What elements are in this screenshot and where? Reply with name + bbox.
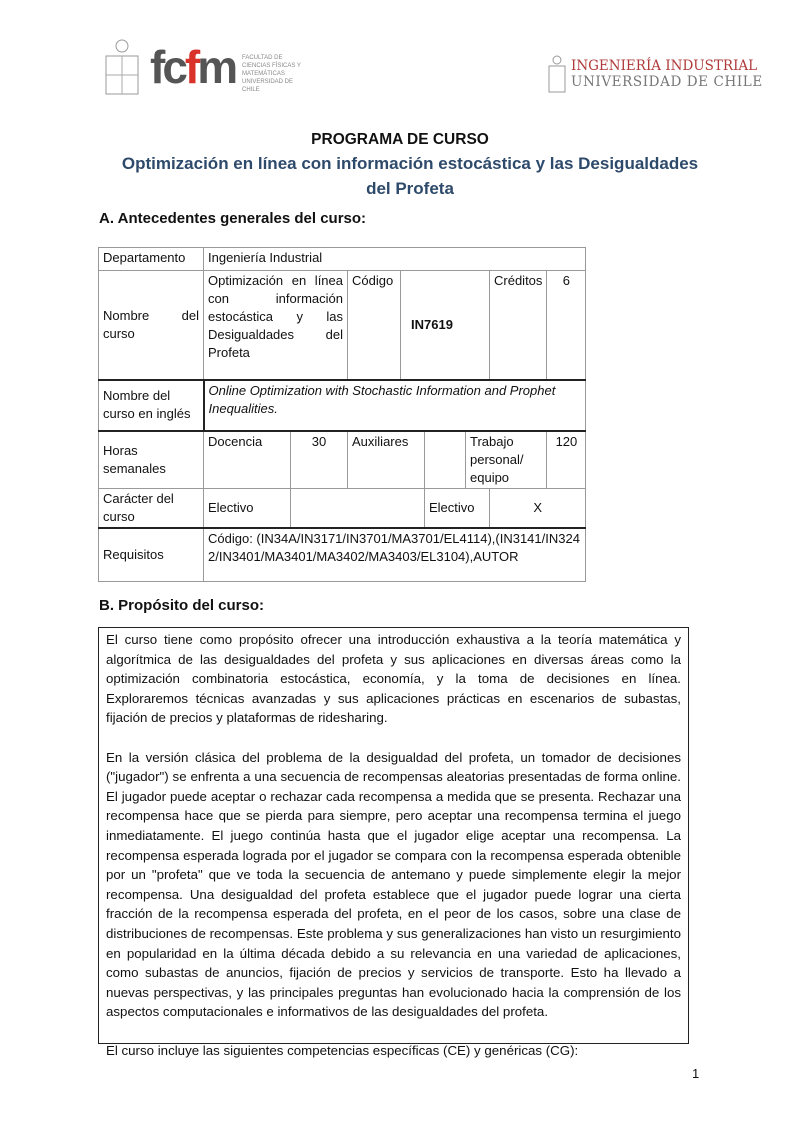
purpose-paragraph: El curso incluye las siguientes competencias específicas (CE) y genéricas (CG): — [106, 1043, 579, 1059]
course-title: Optimización en línea con información estocástica y las Desigualdades del Profeta — [121, 154, 699, 198]
university-crest-icon — [100, 36, 144, 96]
section-b-heading: B. Propósito del curso: — [99, 597, 265, 614]
ingenieria-industrial-logo: INGENIERÍA INDUSTRIAL UNIVERSIDAD DE CHILE — [547, 54, 737, 94]
purpose-paragraph: En la versión clásica del problema de la desigualdad del profeta, un tomador de decisiones ("jugador") se enfrenta a una secuencia de recompensas aleatorias presentadas de forma online. El jugador puede aceptar o rechazar cada recompensa a medida que se presenta. Rechazar una recompensa hace que se pierda para siempre, pero aceptar una recompensa termina el juego inmediatamente. El juego continúa hasta que el jugador elige aceptar una recompensa. La recompensa esperada lograda por el jugador se compara con la recompensa esperada obtenible por un "profeta" que ve toda la secuencia de antemano y puede simplemente elegir la mejor recompensa. Una desigualdad del profeta establece que el jugador puede lograr una cierta fracción de la recompensa esperada del profeta, en el peor de los casos, sobre una clase de distribuciones de recompensas. Este problema y sus generalizaciones han visto un resurgimiento en popularidad en la última década debido a su relevancia en una variedad de aplicaciones, como subastas de anuncios, fijación de precios y servicios de transporte. Esto ha llevado a nuevas perspectivas, y las principales preguntas han evolucionado hacia la comprensión de los aspectos computacionales e informativos de las desigualdades del profeta. — [106, 749, 681, 1020]
course-info-table: Departamento Ingeniería Industrial Nombre del curso Optimización en línea con información estocástica y las Desigualdades del Profeta Código IN7619 Créditos 6 Nombre del curso en inglés Online Optimization with Stochastic Information and Prophet Inequalities. Horas semanales Docencia 30 Auxiliares Trabajo personal/ equipo 120 Carácter del curso Electivo Electivo X Requisitos Código: (IN34A/IN3171/IN3701/MA3701/EL4114),(IN3141/IN3242/IN3401/MA3401/MA3402/MA3403/EL3104),AUTOR — [98, 247, 586, 582]
fcfm-logo: fcfm FACULTAD DE CIENCIAS FÍSICAS Y MATEMÁTICAS UNIVERSIDAD DE CHILE — [100, 36, 300, 96]
section-a-heading: A. Antecedentes generales del curso: — [99, 210, 367, 227]
purpose-box — [98, 627, 689, 1059]
document-title: PROGRAMA DE CURSO — [311, 131, 489, 148]
university-crest-icon — [547, 54, 567, 94]
page-number: 1 — [692, 1066, 700, 1081]
purpose-paragraph: El curso tiene como propósito ofrecer una introducción exhaustiva a la teoría matemática y algorítmica de las desigualdades del profeta y sus aplicaciones en diversas áreas como la optimización combinatoria estocástica, economía, y la toma de decisiones en línea. Exploraremos técnicas avanzadas y sus aplicaciones prácticas en escenarios de subastas, fijación de precios y plataformas de ridesharing. — [106, 632, 681, 726]
